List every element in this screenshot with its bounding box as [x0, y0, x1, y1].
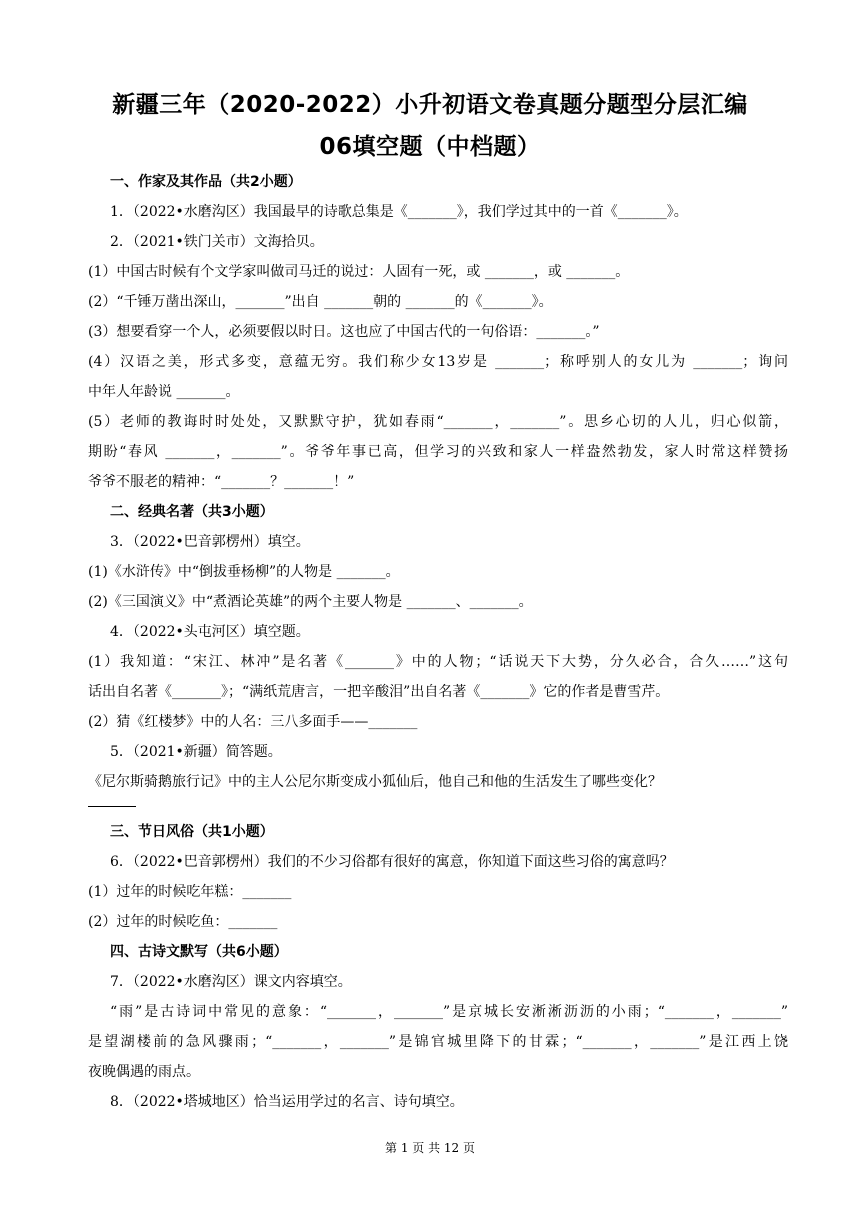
document-title: 新疆三年（2020-2022）小升初语文卷真题分题型分层汇编 — [112, 92, 748, 118]
question-2-part-3: (3）想要看穿一个人，必须要假以时日。这也应了中国古代的一句俗语：_______。” — [88, 324, 600, 340]
question-2-part-4-cont: 中年人年龄说 _______。 — [88, 384, 240, 400]
question-2-part-5-end: 爷爷不服老的精神：“_______？_______！” — [88, 474, 355, 490]
question-3-part-2: (2)《三国演义》中“煮酒论英雄”的两个主要人物是 _______、_______。 — [88, 594, 533, 610]
question-2: 2．（2021•铁门关市）文海拾贝。 — [110, 234, 324, 250]
question-2-part-5: (5）老师的教诲时时处处，又默默守护，犹如春雨“_______，_______”。思乡心切的人儿，归心似箭， — [88, 414, 788, 430]
question-5: 5．（2021•新疆）简答题。 — [110, 744, 282, 760]
section-heading-1: 一、作家及其作品（共2小题） — [110, 174, 302, 190]
question-3: 3．（2022•巴音郭楞州）填空。 — [110, 534, 310, 550]
page-footer: 第 1 页 共 12 页 — [385, 1141, 475, 1155]
question-4-part-1-cont: 话出自名著《_______》；“满纸荒唐言，一把辛酸泪”出自名著《_______》它的作者是曹雪芹。 — [88, 684, 670, 700]
question-6-part-1: (1）过年的时候吃年糕：_______ — [88, 884, 292, 900]
question-7-text-end: 夜晚偶遇的雨点。 — [88, 1064, 200, 1080]
question-1: 1．（2022•水磨沟区）我国最早的诗歌总集是《_______》，我们学过其中的一首《_______》。 — [110, 204, 688, 220]
question-4: 4．（2022•头屯河区）填空题。 — [110, 624, 310, 640]
question-2-part-4: (4）汉语之美，形式多变，意蕴无穷。我们称少女13岁是 _______；称呼别人的女儿为 _______；询问 — [88, 354, 788, 370]
section-heading-3: 三、节日风俗（共1小题） — [110, 824, 274, 840]
section-heading-4: 四、古诗文默写（共6小题） — [110, 944, 288, 960]
document-subtitle: 06填空题（中档题） — [319, 134, 541, 160]
answer-blank-line — [88, 806, 136, 807]
question-2-part-1: (1）中国古时候有个文学家叫做司马迁的说过：人固有一死，或 _______，或 _______。 — [88, 264, 630, 280]
section-heading-2: 二、经典名著（共3小题） — [110, 504, 274, 520]
question-2-part-2: (2）“千锤万凿出深山，_______”出自 _______朝的 _______的《_______》。 — [88, 294, 553, 310]
question-7-text-cont: 是望湖楼前的急风骤雨；“_______，_______”是锦官城里降下的甘霖；“_______，_______”是江西上饶 — [88, 1034, 788, 1050]
question-3-part-1: (1)《水浒传》中“倒拔垂杨柳”的人物是 _______。 — [88, 564, 400, 580]
question-8: 8．（2022•塔城地区）恰当运用学过的名言、诗句填空。 — [110, 1094, 464, 1110]
question-6-part-2: (2）过年的时候吃鱼：_______ — [88, 914, 278, 930]
question-7-text: “雨”是古诗词中常见的意象：“_______，_______”是京城长安淅淅沥沥的小雨；“_______，_______” — [110, 1004, 788, 1020]
question-4-part-2: (2）猜《红楼梦》中的人名：三八多面手——_______ — [88, 714, 418, 730]
question-4-part-1: (1）我知道：“宋江、林冲”是名著《_______》中的人物；“话说天下大势，分久必合，合久……”这句 — [88, 654, 788, 670]
question-5-prompt: 《尼尔斯骑鹅旅行记》中的主人公尼尔斯变成小狐仙后，他自己和他的生活发生了哪些变化？ — [88, 774, 662, 790]
question-2-part-5-cont: 期盼“春风 _______，_______”。爷爷年事已高，但学习的兴致和家人一样盎然勃发，家人时常这样赞扬 — [88, 444, 788, 460]
question-6: 6．（2022•巴音郭楞州）我们的不少习俗都有很好的寓意，你知道下面这些习俗的寓意吗？ — [110, 854, 674, 870]
question-7: 7．（2022•水磨沟区）课文内容填空。 — [110, 974, 352, 990]
